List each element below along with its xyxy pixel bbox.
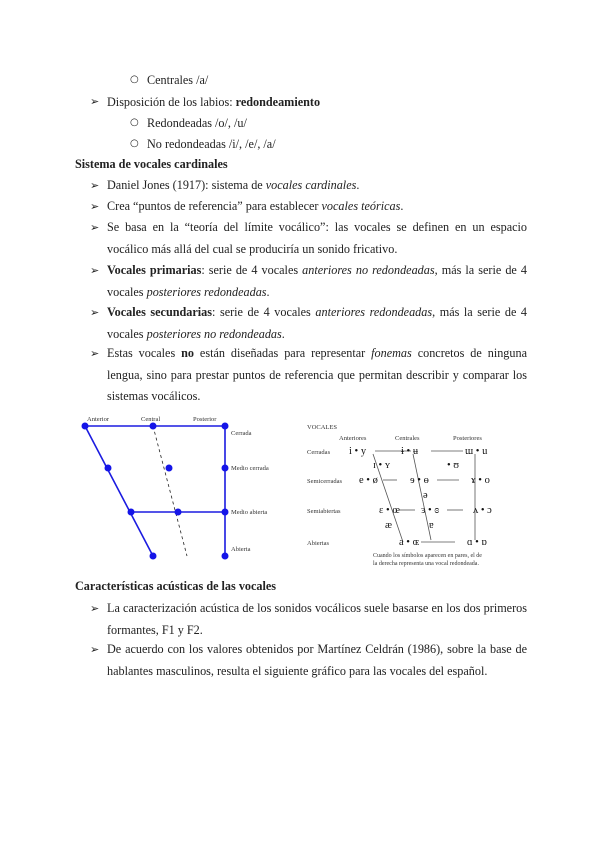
vowel-symbol: ɜ • ɞ xyxy=(421,505,439,516)
bullet-limite: Se basa en la “teoría del límite vocálico”: las vocales se definen en un espacio vocálico más allá del cual se produciría un sonido fricativo. xyxy=(107,220,527,256)
arrow-bullet: ➢ xyxy=(90,200,100,213)
bullet-no-fonemas: Estas vocales no están diseñadas para representar fonemas concretos de ninguna lengua, sino para prestar puntos de referencia que permitan describir y comparar los sistemas vocálicos. xyxy=(107,346,527,403)
vowel-symbol: ɯ • u xyxy=(465,446,488,457)
col-label-centrales: Centrales xyxy=(395,435,420,442)
arrow-bullet: ➢ xyxy=(90,221,100,234)
bullet-referencia: Crea “puntos de referencia” para establecer vocales teóricas. xyxy=(107,199,404,213)
vowel-symbol: æ xyxy=(385,520,393,531)
list-item: Centrales /a/ xyxy=(147,73,209,87)
vowel-symbol: ɪ • ʏ xyxy=(373,460,391,471)
list-item: No redondeadas /i/, /e/, /a/ xyxy=(147,137,276,151)
vowel-symbol: ɨ • ʉ xyxy=(401,446,419,457)
ipa-vowel-chart xyxy=(303,418,513,570)
vowel-symbol: • ʊ xyxy=(447,460,460,471)
vowel-symbol: ɑ • ɒ xyxy=(467,537,487,548)
arrow-bullet: ➢ xyxy=(90,179,100,192)
vowel-symbol: a • ɶ xyxy=(399,537,420,548)
row-label-cerradas: Cerradas xyxy=(307,449,331,456)
arrow-bullet: ➢ xyxy=(90,306,100,319)
vowel-symbol: ɛ • œ xyxy=(379,505,400,516)
col-label-anterior: Anterior xyxy=(87,416,110,423)
section-heading: Características acústicas de las vocales xyxy=(75,579,277,593)
list-item: Disposición de los labios: redondeamiento xyxy=(107,95,321,109)
vowel-symbol: e • ø xyxy=(359,475,378,486)
bullet-jones: Daniel Jones (1917): sistema de vocales cardinales. xyxy=(107,178,360,192)
row-label-medio-cerrada: Medio cerrada xyxy=(231,465,269,472)
section-heading: Sistema de vocales cardinales xyxy=(75,157,228,171)
row-label-medio-abierta: Medio abierta xyxy=(231,509,268,516)
row-label-abiertas: Abiertas xyxy=(307,540,330,547)
col-label-posterior: Posterior xyxy=(193,416,217,423)
arrow-bullet: ➢ xyxy=(90,95,100,108)
row-label-semiabiertas: Semiabiertas xyxy=(307,508,341,515)
cardinal-vowel-quadrilateral xyxy=(75,410,285,570)
col-label-anteriores: Anteriores xyxy=(339,435,367,442)
vowel-symbol: ɘ • ɵ xyxy=(410,475,429,486)
row-label-semicerradas: Semicerradas xyxy=(307,478,343,485)
chart-title: VOCALES xyxy=(307,424,337,431)
circle-bullet: ○ xyxy=(130,117,139,128)
bullet-celdran: De acuerdo con los valores obtenidos por Martínez Celdrán (1986), sobre la base de hablantes masculinos, resulta el siguiente gráfico para las vocales del español. xyxy=(107,642,527,678)
circle-bullet: ○ xyxy=(130,74,139,85)
row-label-cerrada: Cerrada xyxy=(231,430,252,437)
chart-caption-line-2: la derecha representa una vocal redondeada. xyxy=(373,561,479,567)
vowel-symbol: ɤ • o xyxy=(471,475,490,486)
col-label-posteriores: Posteriores xyxy=(453,435,482,442)
arrow-bullet: ➢ xyxy=(90,347,100,360)
vowel-symbol: i • y xyxy=(349,446,367,457)
arrow-bullet: ➢ xyxy=(90,643,100,656)
arrow-bullet: ➢ xyxy=(90,602,100,615)
circle-bullet: ○ xyxy=(130,138,139,149)
row-label-abierta: Abierta xyxy=(231,546,251,553)
list-item: Redondeadas /o/, /u/ xyxy=(147,116,247,130)
col-label-central: Central xyxy=(141,416,161,423)
vowel-symbol: ə xyxy=(423,490,428,501)
bullet-formantes: La caracterización acústica de los sonidos vocálicos suele basarse en los dos primeros formantes, F1 y F2. xyxy=(107,601,527,637)
bullet-primarias: Vocales primarias: serie de 4 vocales anteriores no redondeadas, más la serie de 4 vocales posteriores redondeadas. xyxy=(107,263,527,299)
vowel-symbol: ɐ xyxy=(429,520,434,531)
arrow-bullet: ➢ xyxy=(90,264,100,277)
bullet-secundarias: Vocales secundarias: serie de 4 vocales anteriores redondeadas, más la serie de 4 vocales posteriores no redondeadas. xyxy=(107,305,528,341)
chart-caption-line-1: Cuando los símbolos aparecen en pares, el de xyxy=(373,553,482,559)
vowel-symbol: ʌ • ɔ xyxy=(473,505,492,516)
